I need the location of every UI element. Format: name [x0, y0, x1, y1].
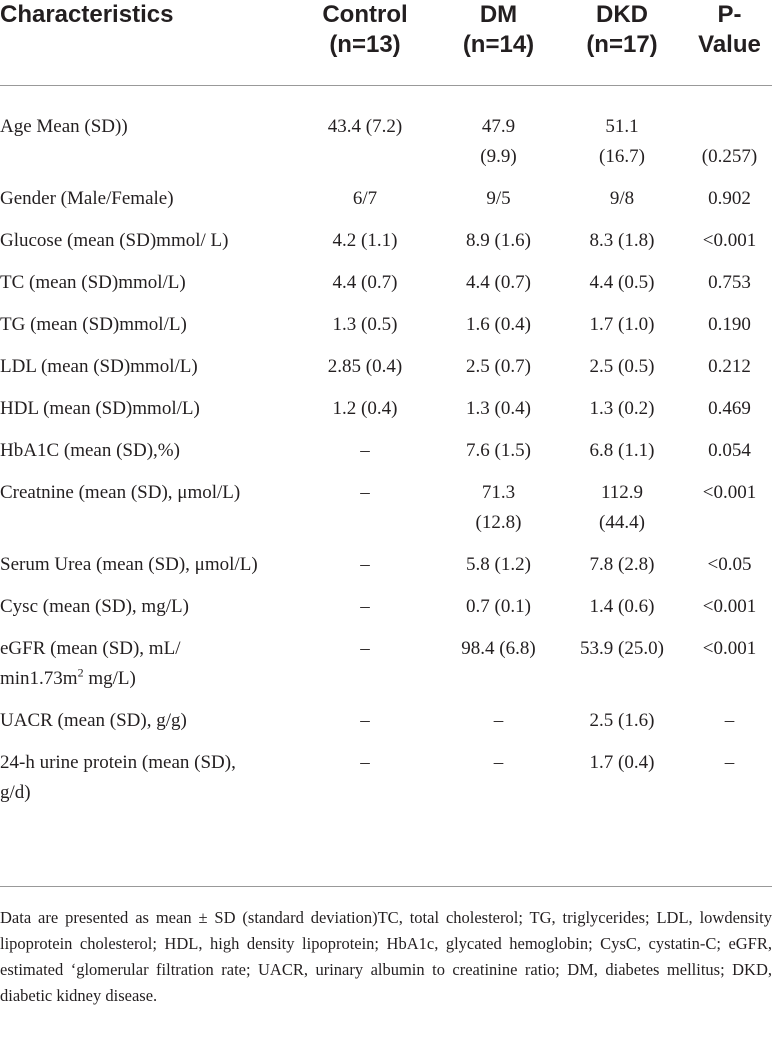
header-p-value: P- Value: [698, 1, 761, 58]
table-row: [0, 298, 772, 340]
p-value: 0.190: [708, 314, 751, 335]
row-label: Cysc (mean (SD), mg/L): [0, 596, 189, 617]
p-value: <0.001: [702, 482, 757, 503]
table-row: [0, 538, 772, 580]
control-value: –: [360, 710, 370, 731]
dm-value: 9/5: [486, 188, 511, 209]
p-value: <0.001: [702, 638, 757, 659]
table-footnote: Data are presented as mean ± SD (standard deviation)TC, total cholesterol; TG, triglycerides; LDL, lowdensity lipoprotein cholesterol; HDL, high density lipoprotein; HbA1c, glycated hemoglobin; CysC, cystatin-C; eGFR, estimated ‘glomerular filtration rate; UACR, urinary albumin to creatinine ratio; DM, diabetes mellitus; DKD, diabetic kidney disease.: [0, 886, 772, 1009]
dkd-value: 1.4 (0.6): [589, 596, 655, 617]
table-row: [0, 580, 772, 622]
control-value: –: [360, 554, 370, 575]
control-value: –: [360, 596, 370, 617]
p-value: 0.054: [708, 440, 751, 461]
row-label: Age Mean (SD)): [0, 116, 128, 137]
table-row: [0, 694, 772, 736]
header-control: Control (n=13): [322, 1, 408, 58]
header-dkd: DKD (n=17): [586, 1, 658, 58]
table-row: [0, 466, 772, 538]
row-label: Gender (Male/Female): [0, 188, 174, 209]
control-value: 4.4 (0.7): [332, 272, 398, 293]
table-row: [0, 214, 772, 256]
dm-value: 47.9 (9.9): [480, 116, 517, 167]
table-row: [0, 340, 772, 382]
control-value: 1.3 (0.5): [332, 314, 398, 335]
p-value: <0.001: [702, 596, 757, 617]
row-label: Serum Urea (mean (SD), μmol/L): [0, 554, 258, 575]
header-row: [0, 0, 772, 86]
row-label: HbA1C (mean (SD),%): [0, 440, 180, 461]
table-row: [0, 256, 772, 298]
control-value: –: [360, 752, 370, 773]
dkd-value: 9/8: [609, 188, 635, 209]
p-value: 0.753: [708, 272, 751, 293]
dkd-value: 4.4 (0.5): [589, 272, 655, 293]
p-value: (0.257): [701, 146, 758, 167]
row-label: Creatnine (mean (SD), μmol/L): [0, 482, 241, 503]
control-value: 2.85 (0.4): [327, 356, 403, 377]
dkd-value: 8.3 (1.8): [589, 230, 655, 251]
dm-value: 7.6 (1.5): [466, 440, 531, 461]
row-label: eGFR (mean (SD), mL/ $\min 1.73m^2$ mg/L): [0, 638, 181, 689]
control-value: –: [360, 440, 370, 461]
dkd-value: 53.9 (25.0): [580, 638, 664, 659]
dm-value: 2.5 (0.7): [466, 356, 531, 377]
dm-value: 4.4 (0.7): [466, 272, 531, 293]
p-value: –: [724, 710, 735, 731]
control-value: 43.4 (7.2): [327, 116, 403, 137]
p-value: 0.902: [708, 188, 751, 209]
dm-value: –: [493, 752, 504, 773]
row-label: UACR (mean (SD), g/g): [0, 710, 187, 731]
p-value: 0.469: [708, 398, 751, 419]
p-value: –: [724, 752, 735, 773]
row-label: 24-h urine protein (mean (SD), g/d): [0, 752, 236, 803]
dkd-value: 6.8 (1.1): [589, 440, 655, 461]
dm-value: 1.3 (0.4): [466, 398, 531, 419]
dkd-value: 2.5 (1.6): [589, 710, 655, 731]
control-value: –: [360, 482, 370, 503]
dm-value: 0.7 (0.1): [466, 596, 531, 617]
dm-value: 5.8 (1.2): [466, 554, 531, 575]
dkd-value: 51.1 (16.7): [599, 116, 645, 167]
table-row: [0, 172, 772, 214]
row-label: LDL (mean (SD)mmol/L): [0, 356, 198, 377]
p-value: 0.212: [708, 356, 751, 377]
table-row: [0, 736, 772, 808]
header-dm: DM (n=14): [462, 1, 535, 58]
control-value: 1.2 (0.4): [332, 398, 398, 419]
dkd-value: 1.7 (0.4): [589, 752, 655, 773]
table-row: [0, 382, 772, 424]
table-row: [0, 86, 772, 173]
p-value: <0.001: [702, 230, 757, 251]
p-value: <0.05: [707, 554, 752, 575]
row-label: Glucose (mean (SD)mmol/ L): [0, 230, 229, 251]
control-value: 6/7: [352, 188, 378, 209]
dm-value: 71.3 (12.8): [475, 482, 522, 533]
dm-value: 98.4 (6.8): [461, 638, 536, 659]
dkd-value: 1.3 (0.2): [589, 398, 655, 419]
dkd-value: 7.8 (2.8): [589, 554, 655, 575]
dkd-value: 1.7 (1.0): [589, 314, 655, 335]
dkd-value: 2.5 (0.5): [589, 356, 655, 377]
header-characteristics: Characteristics: [0, 1, 174, 28]
table-row: [0, 424, 772, 466]
row-label: HDL (mean (SD)mmol/L): [0, 398, 200, 419]
dm-value: 8.9 (1.6): [466, 230, 531, 251]
table-row: [0, 622, 772, 694]
row-label: TG (mean (SD)mmol/L): [0, 314, 187, 335]
row-label: TC (mean (SD)mmol/L): [0, 272, 186, 293]
dm-value: 1.6 (0.4): [466, 314, 531, 335]
dm-value: –: [493, 710, 504, 731]
dkd-value: 112.9 (44.4): [599, 482, 645, 533]
control-value: –: [360, 638, 370, 659]
control-value: 4.2 (1.1): [332, 230, 398, 251]
